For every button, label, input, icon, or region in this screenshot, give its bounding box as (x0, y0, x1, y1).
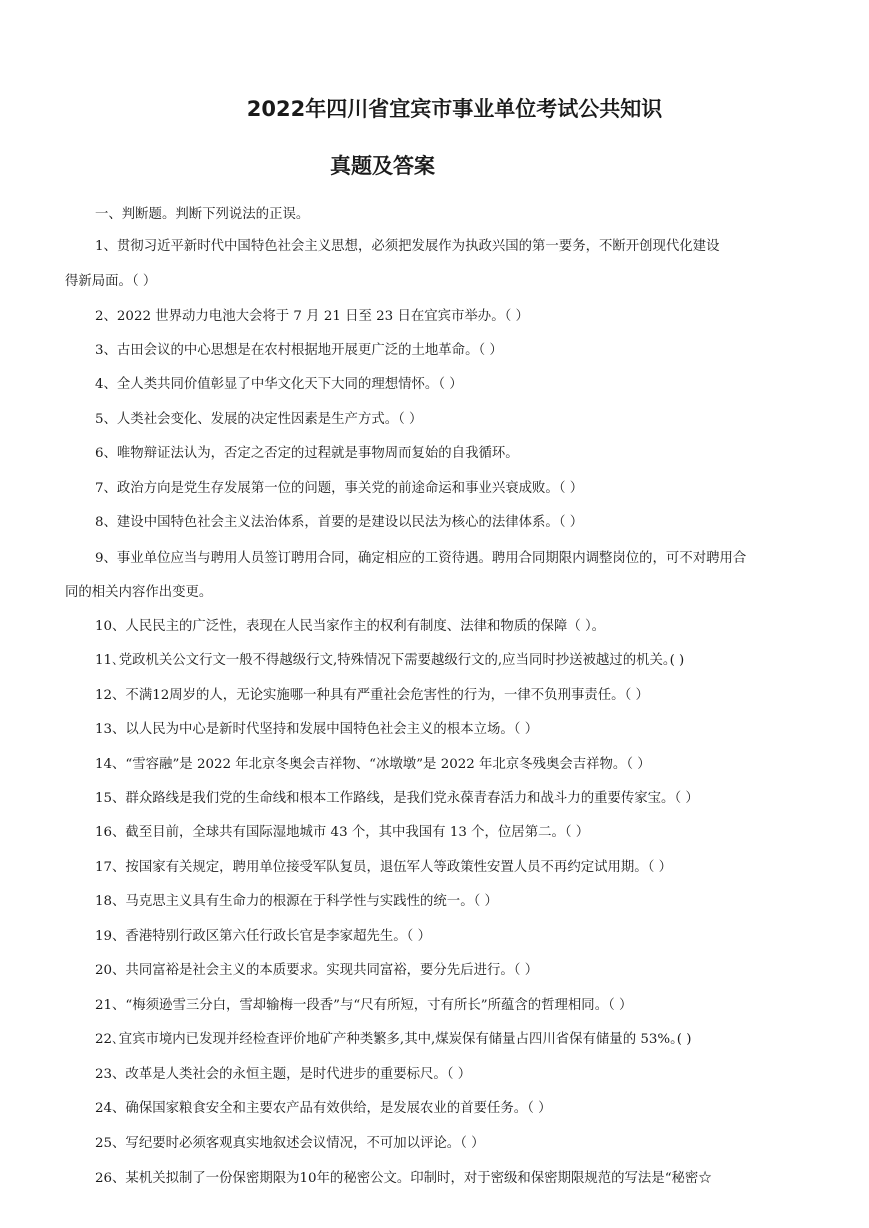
question-4: 4、全人类共同价值彰显了中华文化天下大同的理想情怀。（ ） (95, 377, 463, 392)
question-1-continuation: 得新局面。（ ） (65, 274, 157, 289)
document-title-line1: 2022年四川省宜宾市事业单位考试公共知识 (246, 97, 663, 121)
question-26: 26、某机关拟制了一份保密期限为10年的秘密公文。印制时，对于密级和保密期限规范的写法是“秘密☆ (95, 1171, 712, 1186)
question-20: 20、共同富裕是社会主义的本质要求。实现共同富裕，要分先后进行。（ ） (95, 963, 539, 978)
question-12: 12、不满12周岁的人，无论实施哪一种具有严重社会危害性的行为，一律不负刑事责任。（ ） (95, 688, 649, 703)
question-24: 24、确保国家粮食安全和主要农产品有效供给，是发展农业的首要任务。（ ） (95, 1101, 552, 1116)
question-10: 10、人民民主的广泛性，表现在人民当家作主的权利有制度、法律和物质的保障（ ）。 (95, 619, 606, 634)
question-18: 18、马克思主义具有生命力的根源在于科学性与实践性的统一。（ ） (95, 894, 498, 909)
question-13: 13、以人民为中心是新时代坚持和发展中国特色社会主义的根本立场。（ ） (95, 722, 539, 737)
question-2: 2、2022 世界动力电池大会将于 7 月 21 日至 23 日在宜宾市举办。（ ） (95, 309, 529, 324)
question-23: 23、改革是人类社会的永恒主题，是时代进步的重要标尺。（ ） (95, 1067, 472, 1082)
section-heading: 一、判断题。判断下列说法的正误。 (95, 207, 310, 222)
question-21: 21、“梅须逊雪三分白，雪却输梅一段香”与“尺有所短，寸有所长”所蕴含的哲理相同。（ ） (95, 998, 633, 1013)
question-22: 22､宜宾市境内已发现并经检查评价地矿产种类繁多,其中,煤炭保有储量占四川省保有储量的 53%｡( ) (95, 1032, 692, 1047)
question-19: 19、香港特别行政区第六任行政长官是李家超先生。（ ） (95, 929, 431, 944)
question-8: 8、建设中国特色社会主义法治体系，首要的是建设以民法为核心的法律体系。（ ） (95, 515, 584, 530)
question-6: 6、唯物辩证法认为，否定之否定的过程就是事物周而复始的自我循环。 (95, 446, 519, 461)
question-15: 15、群众路线是我们党的生命线和根本工作路线，是我们党永葆青春活力和战斗力的重要传家宝。（ ） (95, 791, 699, 806)
question-5: 5、人类社会变化、发展的决定性因素是生产方式。（ ） (95, 412, 423, 427)
document-title-line2: 真题及答案 (330, 154, 435, 178)
question-17: 17、按国家有关规定，聘用单位接受军队复员，退伍军人等政策性安置人员不再约定试用期。（ ） (95, 860, 672, 875)
question-11: 11､党政机关公文行文一般不得越级行文,特殊情况下需要越级行文的,应当同时抄送被越过的机关｡( ) (95, 653, 685, 668)
question-9: 9、事业单位应当与聘用人员签订聘用合同，确定相应的工资待遇。聘用合同期限内调整岗位的，可不对聘用合 (95, 551, 747, 566)
question-25: 25、写纪要时必须客观真实地叙述会议情况，不可加以评论。（ ） (95, 1136, 485, 1151)
question-16: 16、截至目前，全球共有国际湿地城市 43 个，其中我国有 13 个，位居第二。（ ） (95, 825, 590, 840)
question-1: 1、贯彻习近平新时代中国特色社会主义思想，必须把发展作为执政兴国的第一要务，不断开创现代化建设 (95, 239, 720, 254)
question-3: 3、古田会议的中心思想是在农村根据地开展更广泛的土地革命。（ ） (95, 343, 503, 358)
question-7: 7、政治方向是党生存发展第一位的问题，事关党的前途命运和事业兴衰成败。（ ） (95, 481, 584, 496)
question-14: 14、“雪容融”是 2022 年北京冬奥会吉祥物、“冰墩墩”是 2022 年北京冬残奥会吉祥物。（ ） (95, 757, 651, 772)
question-9-continuation: 同的相关内容作出变更。 (65, 585, 213, 600)
